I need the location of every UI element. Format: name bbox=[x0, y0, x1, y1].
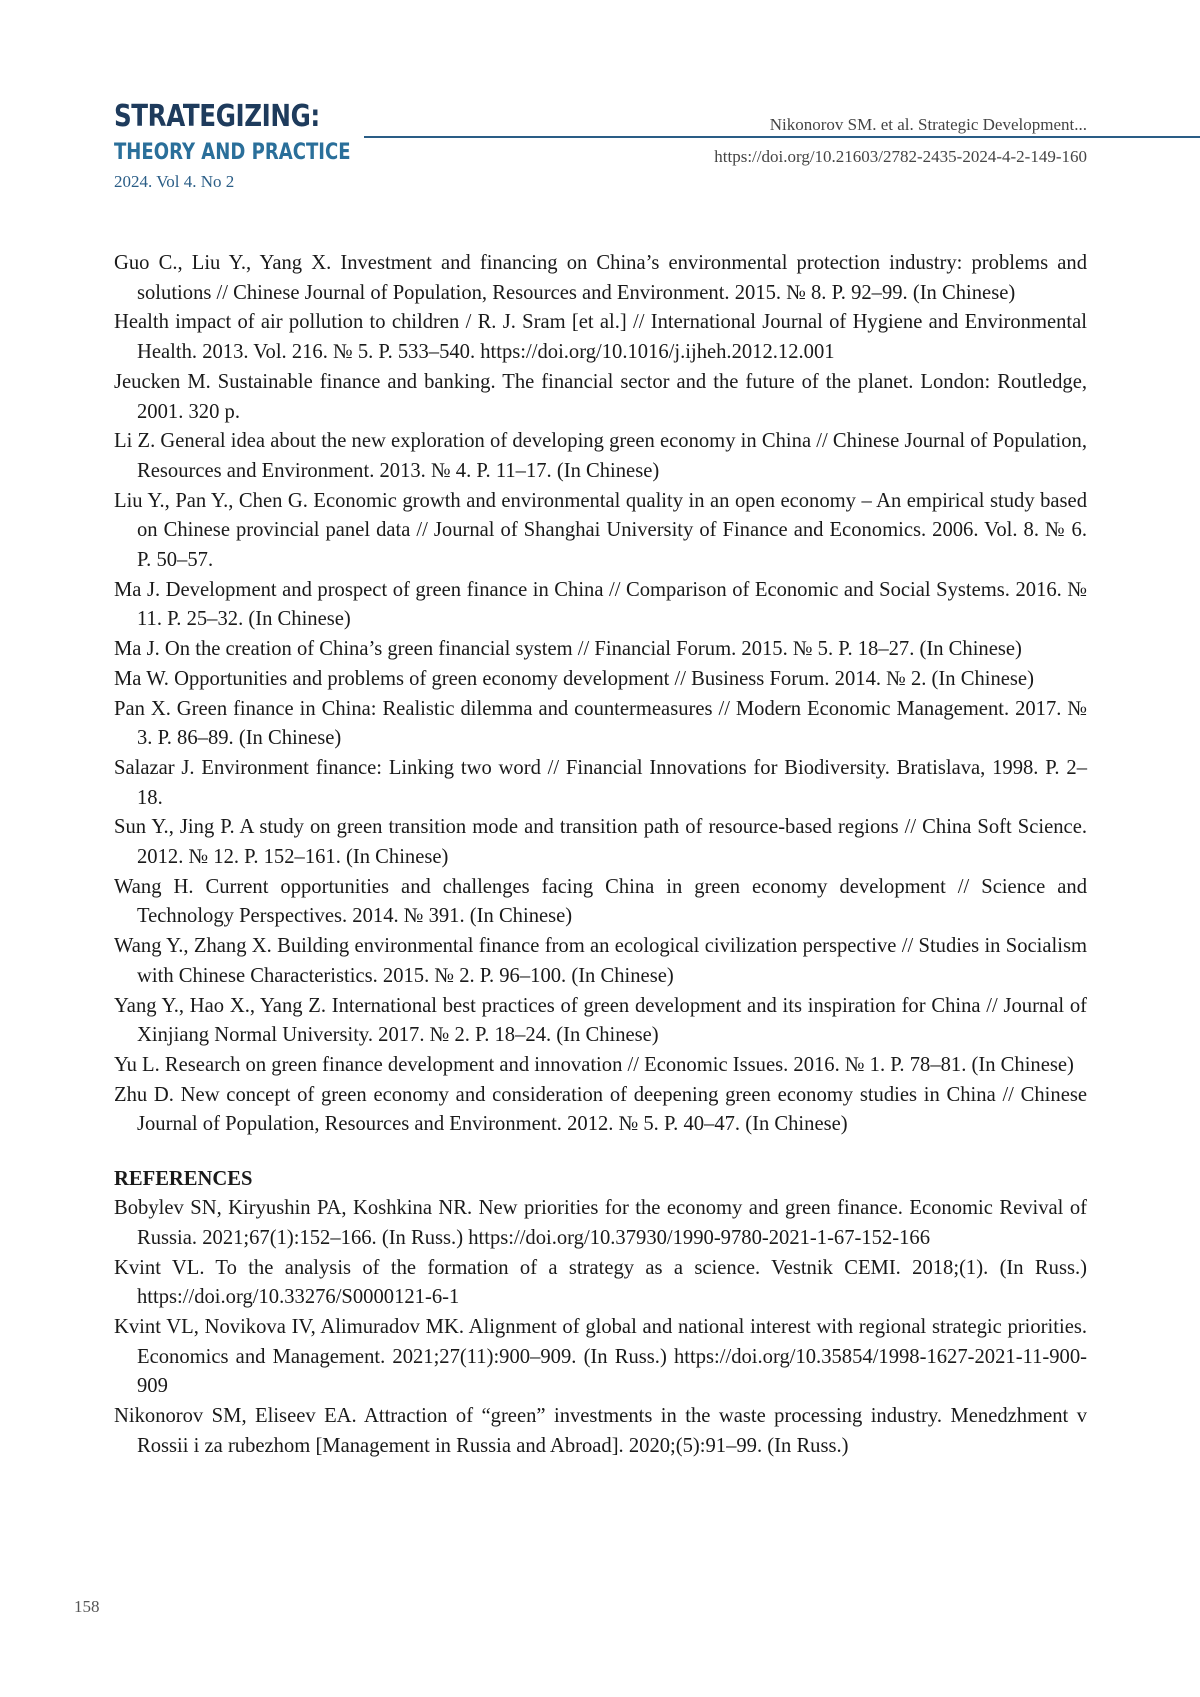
reference-item: Kvint VL, Novikova IV, Alimuradov MK. Alignment of global and national interest with regional strategic priorities. Economics and Management. 2021;27(11):900–909. (In Russ.) https://doi.org/10.35854/1998-1627-2021-11-900-909 bbox=[114, 1315, 1087, 1398]
reference-item: Nikonorov SM, Eliseev EA. Attraction of “green” investments in the waste processing industry. Menedzhment v Rossii i za rubezhom [Management in Russia and Abroad]. 2020;(5):91–99. (In Russ.) bbox=[114, 1405, 1087, 1457]
references-heading: REFERENCES bbox=[114, 1168, 253, 1191]
bibliography-item: Health impact of air pollution to children / R. J. Sram [et al.] // International Journal of Hygiene and Environmental Health. 2013. Vol. 216. № 5. P. 533–540. https://doi.org/10.1016/j.ijheh.2012.12.001 bbox=[114, 311, 1087, 364]
journal-title: STRATEGIZING: bbox=[114, 99, 320, 134]
journal-masthead bbox=[114, 100, 402, 192]
bibliography-item: Wang H. Current opportunities and challenges facing China in green economy development // Science and Technology Perspectives. 2014. № 391. (In Chinese) bbox=[114, 875, 1087, 928]
bibliography-item: Jeucken M. Sustainable finance and banking. The financial sector and the future of the planet. London: Routledge, 2001. 320 p. bbox=[114, 370, 1087, 423]
bibliography-item: Yang Y., Hao X., Yang Z. International best practices of green development and its inspiration for China // Journal of Xinjiang Normal University. 2017. № 2. P. 18–24. (In Chinese) bbox=[114, 994, 1087, 1047]
journal-issue: 2024. Vol 4. No 2 bbox=[114, 172, 235, 191]
bibliography-item: Pan X. Green finance in China: Realistic dilemma and countermeasures // Modern Economic Management. 2017. № 3. P. 86–89. (In Chinese) bbox=[114, 697, 1087, 750]
bibliography-item: Sun Y., Jing P. A study on green transition mode and transition path of resource-based regions // China Soft Science. 2012. № 12. P. 152–161. (In Chinese) bbox=[114, 816, 1087, 869]
journal-subtitle: THEORY AND PRACTICE bbox=[114, 140, 351, 165]
bibliography-item: Salazar J. Environment finance: Linking two word // Financial Innovations for Biodiversity. Bratislava, 1998. P. 2–18. bbox=[114, 756, 1087, 809]
page-number: 158 bbox=[74, 1597, 100, 1616]
bibliography-item: Li Z. General idea about the new exploration of developing green economy in China // Chinese Journal of Population, Resources and Environment. 2013. № 4. P. 11–17. (In Chinese) bbox=[114, 430, 1087, 482]
bibliography-item: Zhu D. New concept of green economy and consideration of deepening green economy studies in China // Chinese Journal of Population, Resources and Environment. 2012. № 5. P. 40–47. (In Chinese) bbox=[114, 1083, 1087, 1136]
bibliography-item: Ma W. Opportunities and problems of green economy development // Business Forum. 2014. № 2. (In Chinese) bbox=[114, 667, 1034, 690]
bibliography-item: Liu Y., Pan Y., Chen G. Economic growth and environmental quality in an open economy – An empirical study based on Chinese provincial panel data // Journal of Shanghai University of Finance and Economics. 2006. Vol. 8. № 6. P. 50–57. bbox=[114, 489, 1087, 572]
header-rule bbox=[364, 136, 1200, 138]
bibliography-item: Ma J. Development and prospect of green finance in China // Comparison of Economic and Social Systems. 2016. № 11. P. 25–32. (In Chinese) bbox=[114, 578, 1087, 631]
article-doi: https://doi.org/10.21603/2782-2435-2024-4-2-149-160 bbox=[714, 147, 1087, 166]
bibliography-item: Guo C., Liu Y., Yang X. Investment and financing on China’s environmental protection industry: problems and solutions // Chinese Journal of Population, Resources and Environment. 2015. № 8. P. 92–99. (In Chinese) bbox=[114, 252, 1087, 304]
bibliography-item: Ma J. On the creation of China’s green financial system // Financial Forum. 2015. № 5. P. 18–27. (In Chinese) bbox=[114, 638, 1022, 661]
running-head-block bbox=[770, 113, 1087, 137]
reference-item: Bobylev SN, Kiryushin PA, Koshkina NR. New priorities for the economy and green finance. Economic Revival of Russia. 2021;67(1):152–166. (In Russ.) https://doi.org/10.37930/1990-9780-2021-1-67-152-166 bbox=[114, 1197, 1087, 1249]
bibliography-item: Wang Y., Zhang X. Building environmental finance from an ecological civilization perspective // Studies in Socialism with Chinese Characteristics. 2015. № 2. P. 96–100. (In Chinese) bbox=[114, 935, 1087, 987]
running-head: Nikonorov SM. et al. Strategic Development... bbox=[769, 115, 1087, 134]
reference-item: Kvint VL. To the analysis of the formation of a strategy as a science. Vestnik CEMI. 2018;(1). (In Russ.) https://doi.org/10.33276/S0000121-6-1 bbox=[114, 1256, 1087, 1309]
bibliography-item: Yu L. Research on green finance development and innovation // Economic Issues. 2016. № 1. P. 78–81. (In Chinese) bbox=[114, 1053, 1074, 1076]
reference-list bbox=[114, 249, 1087, 1461]
